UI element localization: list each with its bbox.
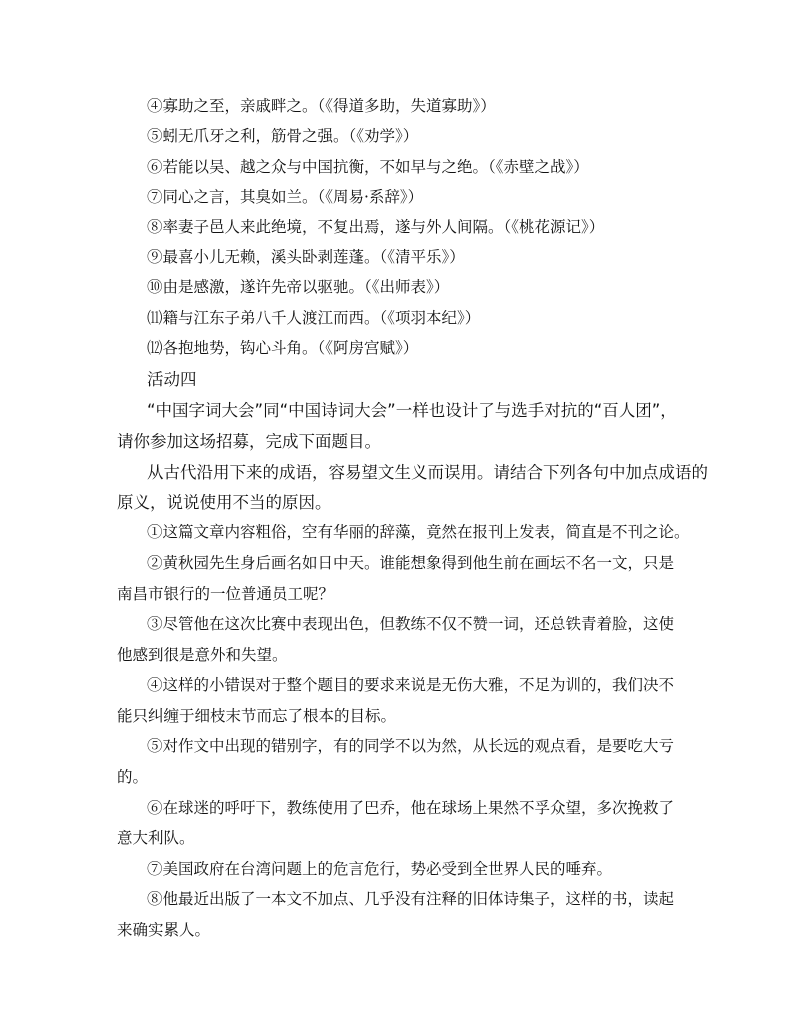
sentence-4: ④这样的小错误对于整个题目的要求来说是无伤大雅，不足为训的，我们决不 [147,676,675,694]
sentence-8: ⑧他最近出版了一本文不加点、几乎没有注释的旧体诗集子，这样的书，读起 [147,890,675,908]
sentence-5: ⑤对作文中出现的错别字，有的同学不以为然，从长远的观点看，是要吃大亏 [147,737,675,755]
sentence-3: ③尽管他在这次比赛中表现出色，但教练不仅不赞一词，还总铁青着脸，这使 [147,615,675,633]
sentence-3-cont: 他感到很是意外和失望。 [117,646,288,664]
quote-item: ⑨最喜小儿无赖，溪头卧剥莲蓬。（《清平乐》） [147,248,465,266]
intro-paragraph-cont: 请你参加这场招募，完成下面题目。 [117,432,381,451]
sentence-1: ①这篇文章内容粗俗，空有华丽的辞藻，竟然在报刊上发表，简直是不刊之论。 [147,523,690,541]
sentence-2-cont: 南昌市银行的一位普通员工呢？ [117,585,335,603]
sentence-2: ②黄秋园先生身后画名如日中天。谁能想象得到他生前在画坛不名一文，只是 [147,554,675,572]
quote-item: ⑿各抱地势，钩心斗角。（《阿房宫赋》） [147,339,419,357]
intro-paragraph: “中国字词大会”同“中国诗词大会”一样也设计了与选手对抗的“百人团”， [147,401,677,420]
quote-item: ⑥若能以吴、越之众与中国抗衡，不如早与之绝。（《赤壁之战》） [147,158,589,176]
task-instruction: 从古代沿用下来的成语，容易望文生义而误用。请结合下列各句中加点成语的 [147,463,708,482]
activity-title: 活动四 [147,370,197,389]
quote-item: ⑾籍与江东子弟八千人渡江而西。（《项羽本纪》） [147,309,481,327]
sentence-4-cont: 能只纠缠于细枝末节而忘了根本的目标。 [117,707,397,725]
sentence-7: ⑦美国政府在台湾问题上的危言危行，势必受到全世界人民的唾弃。 [147,860,613,878]
quote-item: ⑩由是感激，遂许先帝以驱驰。（《出师表》） [147,278,450,296]
sentence-6: ⑥在球迷的呼吁下，教练使用了巴乔，他在球场上果然不孚众望，多次挽救了 [147,799,675,817]
sentence-5-cont: 的。 [117,768,149,786]
task-instruction-cont: 原义，说说使用不当的原因。 [117,493,332,512]
sentence-6-cont: 意大利队。 [117,829,195,847]
quote-item: ⑧率妻子邑人来此绝境，不复出焉，遂与外人间隔。（《桃花源记》） [147,218,605,236]
sentence-8-cont: 来确实累人。 [117,921,211,939]
quote-item: ⑦同心之言，其臭如兰。（《周易·系辞》） [147,188,424,206]
quote-item: ⑤蚓无爪牙之利，筋骨之强。（《劝学》） [147,127,419,145]
quote-item: ④寡助之至，亲戚畔之。（《得道多助，失道寡助》） [147,97,496,115]
